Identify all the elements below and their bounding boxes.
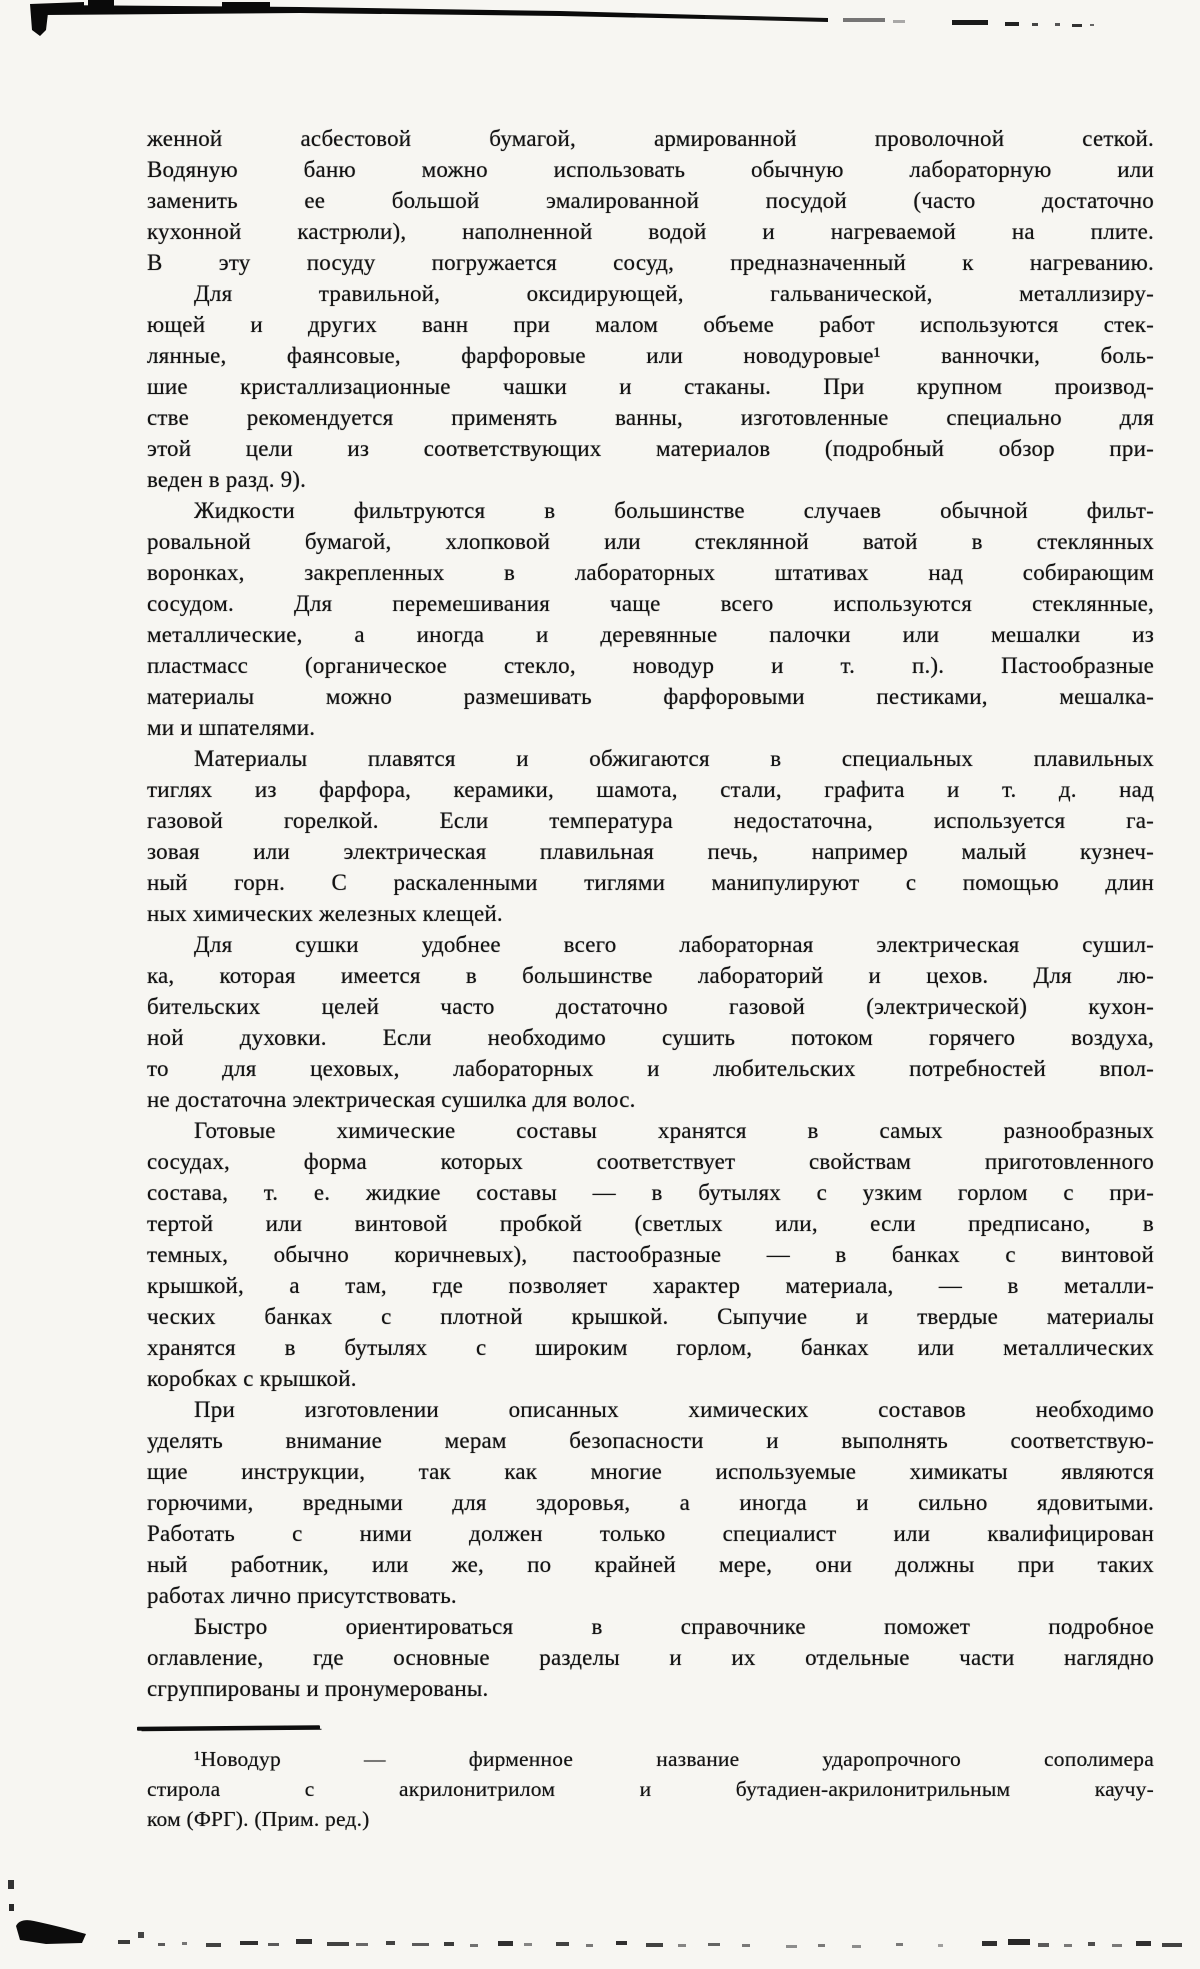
text-line: стирола с акрилонитрилом и бутадиен-акрилонитрильным каучу- bbox=[147, 1777, 1154, 1801]
text-line: Для травильной, оксидирующей, гальванической, металлизиру- bbox=[194, 281, 1154, 306]
text-line: шие кристаллизационные чашки и стаканы. При крупном производ- bbox=[147, 374, 1154, 399]
text-line: Работать с ними должен только специалист или квалифицирован bbox=[147, 1521, 1154, 1546]
text-line: состава, т. е. жидкие составы — в бутылях с узким горлом с при- bbox=[147, 1180, 1154, 1205]
text-line: ющей и других ванн при малом объеме работ используются стек- bbox=[147, 312, 1154, 337]
text-line: Быстро ориентироваться в справочнике поможет подробное bbox=[194, 1614, 1154, 1639]
footnote-text bbox=[147, 1744, 1154, 1834]
scan-noise-bottom bbox=[0, 1858, 1200, 1969]
text-line: коробках с крышкой. bbox=[147, 1366, 357, 1391]
text-line: Для сушки удобнее всего лабораторная электрическая сушил- bbox=[194, 932, 1154, 957]
text-line: сгруппированы и пронумерованы. bbox=[147, 1676, 489, 1701]
text-line: уделять внимание мерам безопасности и выполнять соответствую- bbox=[147, 1428, 1154, 1453]
text-line: заменить ее большой эмалированной посудой (часто достаточно bbox=[147, 188, 1154, 213]
text-line: стве рекомендуется применять ванны, изготовленные специально для bbox=[147, 405, 1154, 430]
text-line: материалы можно размешивать фарфоровыми пестиками, мешалка- bbox=[147, 684, 1154, 709]
text-line: зовая или электрическая плавильная печь, например малый кузнеч- bbox=[147, 839, 1154, 864]
text-line: воронках, закрепленных в лабораторных штативах над собирающим bbox=[147, 560, 1154, 585]
text-line: При изготовлении описанных химических составов необходимо bbox=[194, 1397, 1154, 1422]
text-line: сосудом. Для перемешивания чаще всего используются стеклянные, bbox=[147, 591, 1154, 616]
text-line: оглавление, где основные разделы и их отдельные части наглядно bbox=[147, 1645, 1154, 1670]
text-line: Жидкости фильтруются в большинстве случаев обычной фильт- bbox=[194, 498, 1154, 523]
text-line: Готовые химические составы хранятся в самых разнообразных bbox=[194, 1118, 1154, 1143]
text-line: тертой или винтовой пробкой (светлых или, если предписано, в bbox=[147, 1211, 1154, 1236]
text-line: пластмасс (органическое стекло, новодур и т. п.). Пастообразные bbox=[147, 653, 1154, 678]
text-line: ми и шпателями. bbox=[147, 715, 316, 740]
text-line: Водяную баню можно использовать обычную лабораторную или bbox=[147, 157, 1154, 182]
text-line: ровальной бумагой, хлопковой или стеклянной ватой в стеклянных bbox=[147, 529, 1154, 554]
text-line: ком (ФРГ). (Прим. ред.) bbox=[147, 1807, 370, 1831]
text-line: тиглях из фарфора, керамики, шамота, стали, графита и т. д. над bbox=[147, 777, 1154, 802]
text-line: бительских целей часто достаточно газовой (электрической) кухон- bbox=[147, 994, 1154, 1019]
text-line: веден в разд. 9). bbox=[147, 467, 307, 492]
text-line: сосудах, форма которых соответствует свойствам приготовленного bbox=[147, 1149, 1154, 1174]
text-line: ческих банках с плотной крышкой. Сыпучие и твердые материалы bbox=[147, 1304, 1154, 1329]
text-line: этой цели из соответствующих материалов (подробный обзор при- bbox=[147, 436, 1154, 461]
text-line: ных химических железных клещей. bbox=[147, 901, 503, 926]
text-line: газовой горелкой. Если температура недостаточна, используется га- bbox=[147, 808, 1154, 833]
text-line: ный горн. С раскаленными тиглями манипулируют с помощью длин bbox=[147, 870, 1154, 895]
body-text bbox=[147, 123, 1154, 1704]
footnote-rule bbox=[137, 1725, 320, 1731]
text-line: хранятся в бутылях с широким горлом, банках или металлических bbox=[147, 1335, 1154, 1360]
text-line: ной духовки. Если необходимо сушить потоком горячего воздуха, bbox=[147, 1025, 1154, 1050]
text-line: Материалы плавятся и обжигаются в специальных плавильных bbox=[194, 746, 1154, 771]
text-line: ¹Новодур — фирменное название ударопрочного сополимера bbox=[194, 1747, 1154, 1771]
text-line: В эту посуду погружается сосуд, предназначенный к нагреванию. bbox=[147, 250, 1154, 275]
text-line: горючими, вредными для здоровья, а иногда и сильно ядовитыми. bbox=[147, 1490, 1154, 1515]
text-line: крышкой, а там, где позволяет характер материала, — в металли- bbox=[147, 1273, 1154, 1298]
scan-artifact-top bbox=[0, 0, 1200, 110]
text-line: щие инструкции, так как многие используемые химикаты являются bbox=[147, 1459, 1154, 1484]
text-line: темных, обычно коричневых), пастообразные — в банках с винтовой bbox=[147, 1242, 1154, 1267]
text-line: ный работник, или же, по крайней мере, они должны при таких bbox=[147, 1552, 1154, 1577]
text-line: не достаточна электрическая сушилка для волос. bbox=[147, 1087, 636, 1112]
text-line: то для цеховых, лабораторных и любительских потребностей впол- bbox=[147, 1056, 1154, 1081]
text-line: работах лично присутствовать. bbox=[147, 1583, 457, 1608]
text-line: лянные, фаянсовые, фарфоровые или новодуровые¹ ванночки, боль- bbox=[147, 343, 1154, 368]
text-line: женной асбестовой бумагой, армированной проволочной сеткой. bbox=[147, 126, 1154, 151]
text-line: кухонной кастрюли), наполненной водой и нагреваемой на плите. bbox=[147, 219, 1154, 244]
text-line: ка, которая имеется в большинстве лабораторий и цехов. Для лю- bbox=[147, 963, 1154, 988]
text-line: металлические, а иногда и деревянные палочки или мешалки из bbox=[147, 622, 1154, 647]
